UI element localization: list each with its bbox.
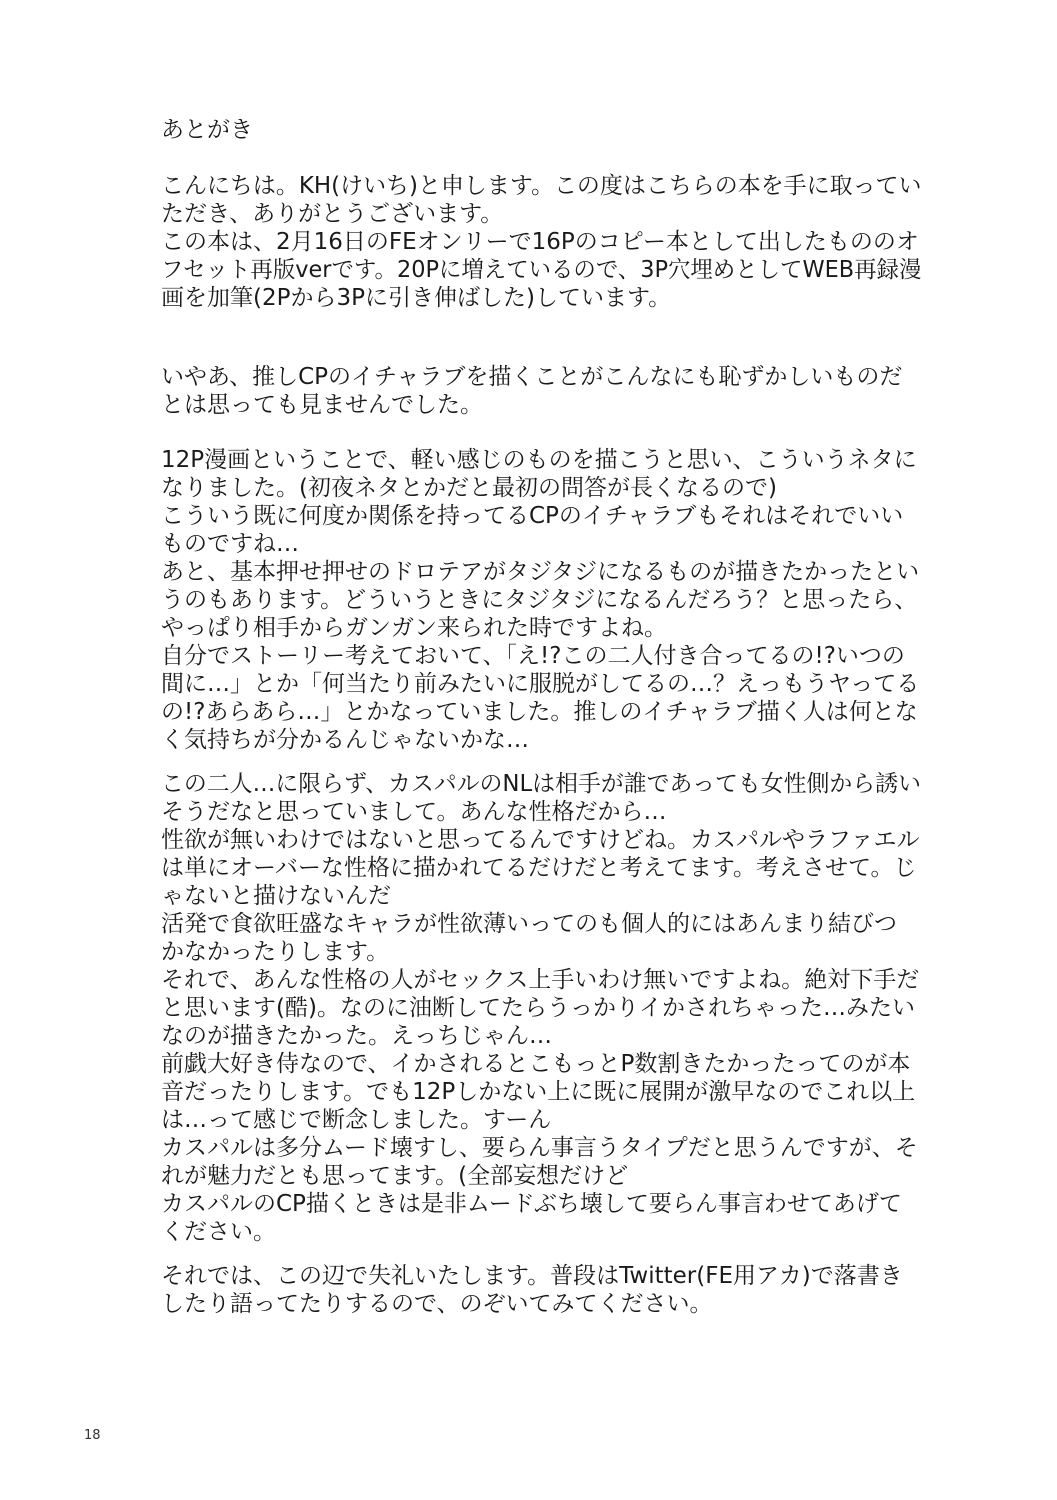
text-line: 性欲が無いわけではないと思ってるんですけどね。カスパルやラファエル	[161, 827, 920, 853]
text-line: この二人…に限らず、カスパルのNLは相手が誰であっても女性側から誘い	[161, 771, 921, 797]
text-line: したり語ってたりするので、のぞいてみてください。	[161, 1291, 713, 1317]
text-line: の!?あらあら…」とかなっていました。推しのイチャラブ描く人は何とな	[161, 699, 918, 725]
paragraph-closing	[161, 1262, 921, 1318]
text-line: やっぱり相手からガンガン来られた時ですよね。	[161, 615, 667, 641]
text-line: かなかったりします。	[161, 939, 390, 965]
afterword-title-block	[161, 116, 921, 144]
text-line: 画を加筆(2Pから3Pに引き伸ばした)しています。	[161, 285, 672, 311]
text-line: 前戯大好き侍なので、イかされるとこもっとP数割きたかったってのが本	[161, 1051, 911, 1077]
text-line: こんにちは。KH(けいち)と申します。この度はこちらの本を手に取ってい	[161, 173, 922, 199]
text-line: いやあ、推しCPのイチャラブを描くことがこんなにも恥ずかしいものだ	[161, 364, 903, 390]
paragraph-story-notes	[161, 446, 921, 754]
paragraph-character-notes	[161, 770, 921, 1246]
text-line: ものですね…	[161, 531, 299, 557]
text-line: この本は、2月16日のFEオンリーで16Pのコピー本として出したもののオ	[161, 229, 919, 255]
text-line: 自分でストーリー考えておいて、「え!?この二人付き合ってるの!?いつの	[161, 643, 905, 669]
text-line: 活発で食欲旺盛なキャラが性欲薄いってのも個人的にはあんまり結びつ	[161, 911, 897, 937]
text-line: と思います(酷)。なのに油断してたらうっかりイかされちゃった…みたい	[161, 995, 915, 1021]
text-line: く気持ちが分かるんじゃないかな…	[161, 727, 529, 753]
text-line: こういう既に何度か関係を持ってるCPのイチャラブもそれはそれでいい	[161, 503, 904, 529]
text-line: 間に…」とか「何当たり前みたいに服脱がしてるの…？えっもうヤってる	[161, 671, 920, 697]
text-line: フセット再版verです。20Pに増えているので、3P穴埋めとしてWEB再録漫	[161, 257, 922, 283]
text-line: カスパルは多分ムード壊すし、要らん事言うタイプだと思うんですが、そ	[161, 1135, 918, 1161]
text-line: そうだなと思っていまして。あんな性格だから…	[161, 799, 667, 825]
text-line: ゃないと描けないんだ	[161, 883, 391, 909]
text-line: ただき、ありがとうございます。	[161, 201, 504, 227]
text-line: は…って感じで断念しました。すーん	[161, 1107, 552, 1133]
text-line: は単にオーバーな性格に描かれてるだけだと考えてます。考えさせて。じ	[161, 855, 917, 881]
paragraph-greeting	[161, 172, 921, 312]
text-line: それで、あんな性格の人がセックス上手いわけ無いですよね。絶対下手だ	[161, 967, 920, 993]
text-line: とは思っても見ませんでした。	[161, 392, 483, 418]
text-line: 音だったりします。でも12Pしかない上に既に展開が激早なのでこれ以上	[161, 1079, 916, 1105]
paragraph-impression	[161, 363, 921, 419]
text-line: それでは、この辺で失礼いたします。普段はTwitter(FE用アカ)で落書き	[161, 1263, 903, 1289]
text-line: カスパルのCP描くときは是非ムードぶち壊して要らん事言わせてあげて	[161, 1191, 902, 1217]
page-title: あとがき	[161, 117, 253, 143]
text-line: うのもあります。どういうときにタジタジになるんだろう？と思ったら、	[161, 587, 918, 613]
page-number: 18	[84, 1428, 101, 1443]
text-line: ください。	[161, 1219, 276, 1245]
text-line: なりました。(初夜ネタとかだと最初の問答が長くなるので)	[161, 475, 777, 501]
text-line: れが魅力だとも思ってます。(全部妄想だけど	[161, 1163, 629, 1189]
text-line: 12P漫画ということで、軽い感じのものを描こうと思い、こういうネタに	[161, 447, 917, 473]
text-line: あと、基本押せ押せのドロテアがタジタジになるものが描きたかったとい	[161, 559, 920, 585]
text-line: なのが描きたかった。えっちじゃん…	[161, 1023, 552, 1049]
